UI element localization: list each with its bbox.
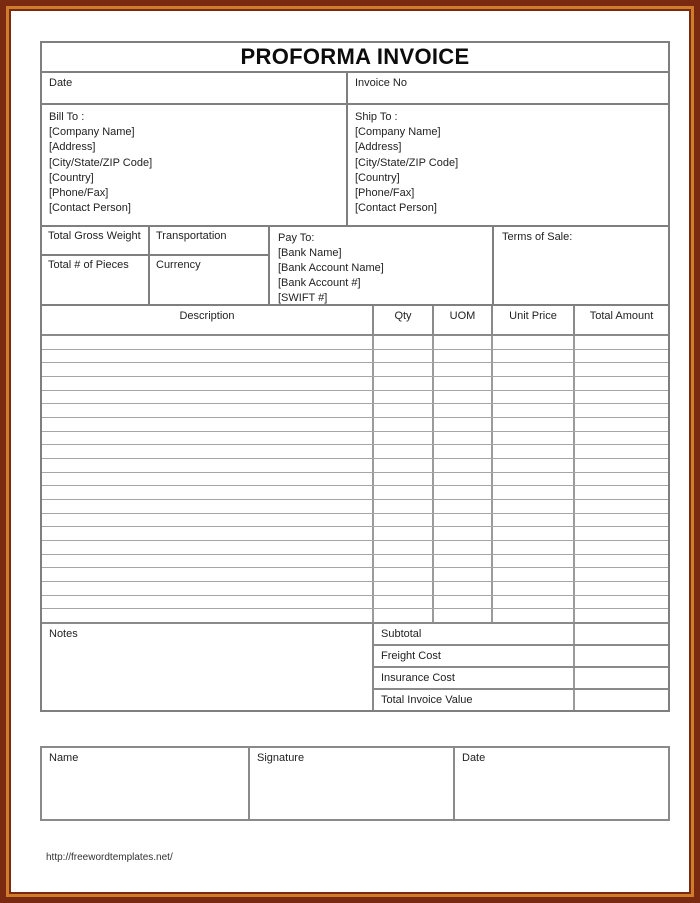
items-header-row: [42, 306, 668, 336]
item-cell-description: [42, 377, 374, 390]
subtotal-row: [374, 624, 668, 646]
item-cell-unit-price: [493, 514, 575, 527]
item-cell-qty: [374, 555, 434, 568]
item-cell-description: [42, 404, 374, 417]
item-cell-uom: [434, 541, 493, 554]
item-cell-unit-price: [493, 377, 575, 390]
item-cell-uom: [434, 596, 493, 609]
terms-of-sale-section: [494, 227, 668, 304]
terms-of-sale-label: Terms of Sale:: [502, 231, 573, 243]
item-cell-total-amount: [575, 459, 668, 472]
item-cell-uom: [434, 609, 493, 622]
item-row: [42, 514, 668, 528]
insurance-cost-row: [374, 668, 668, 690]
item-cell-uom: [434, 418, 493, 431]
item-cell-qty: [374, 391, 434, 404]
signature-date-label: Date: [462, 752, 486, 764]
title-row: [42, 43, 668, 73]
insurance-cost-label: Insurance Cost: [374, 668, 575, 688]
item-cell-uom: [434, 582, 493, 595]
item-cell-description: [42, 514, 374, 527]
total-gross-weight-label: Total Gross Weight: [48, 230, 141, 242]
item-row: [42, 609, 668, 622]
item-row: [42, 404, 668, 418]
item-cell-qty: [374, 363, 434, 376]
date-field: [42, 73, 348, 103]
item-cell-description: [42, 363, 374, 376]
item-cell-unit-price: [493, 432, 575, 445]
ship-to-line: [Contact Person]: [355, 202, 437, 215]
column-header-unit-price: Unit Price: [493, 306, 575, 334]
item-row: [42, 555, 668, 569]
item-cell-uom: [434, 336, 493, 349]
item-cell-unit-price: [493, 582, 575, 595]
item-cell-unit-price: [493, 404, 575, 417]
item-cell-qty: [374, 541, 434, 554]
notes-totals-row: [42, 624, 668, 710]
shipment-details-row: [42, 227, 668, 306]
item-cell-total-amount: [575, 500, 668, 513]
item-cell-qty: [374, 514, 434, 527]
item-cell-total-amount: [575, 445, 668, 458]
item-row: [42, 432, 668, 446]
item-cell-qty: [374, 377, 434, 390]
currency-label: Currency: [156, 259, 201, 271]
item-cell-qty: [374, 473, 434, 486]
item-cell-total-amount: [575, 377, 668, 390]
ship-to-section: [348, 105, 668, 225]
item-cell-unit-price: [493, 336, 575, 349]
item-cell-qty: [374, 609, 434, 622]
column-header-description: Description: [42, 306, 374, 334]
item-row: [42, 486, 668, 500]
item-row: [42, 568, 668, 582]
item-cell-uom: [434, 568, 493, 581]
item-cell-uom: [434, 527, 493, 540]
item-cell-qty: [374, 350, 434, 363]
item-cell-description: [42, 527, 374, 540]
page-title: PROFORMA INVOICE: [240, 44, 470, 69]
item-cell-uom: [434, 391, 493, 404]
item-cell-qty: [374, 582, 434, 595]
item-cell-unit-price: [493, 459, 575, 472]
item-cell-total-amount: [575, 609, 668, 622]
item-cell-total-amount: [575, 363, 668, 376]
bill-to-line: [City/State/ZIP Code]: [49, 156, 153, 169]
item-cell-description: [42, 609, 374, 622]
bill-to-line: [Phone/Fax]: [49, 187, 109, 200]
item-cell-uom: [434, 459, 493, 472]
item-cell-description: [42, 500, 374, 513]
pay-to-line: [Bank Account Name]: [278, 262, 384, 274]
addresses-row: [42, 105, 668, 227]
item-cell-qty: [374, 596, 434, 609]
signature-date-field: [455, 748, 668, 819]
notes-label: Notes: [49, 628, 78, 640]
pay-to-label: Pay To:: [278, 232, 315, 244]
item-cell-unit-price: [493, 350, 575, 363]
total-invoice-value-label: Total Invoice Value: [374, 690, 575, 710]
item-cell-qty: [374, 432, 434, 445]
invoice-no-label: Invoice No: [355, 77, 407, 89]
ship-to-line: [Phone/Fax]: [355, 187, 415, 200]
item-cell-total-amount: [575, 404, 668, 417]
item-cell-uom: [434, 514, 493, 527]
item-cell-total-amount: [575, 350, 668, 363]
freight-cost-label: Freight Cost: [374, 646, 575, 666]
item-cell-total-amount: [575, 527, 668, 540]
total-pieces-label: Total # of Pieces: [48, 259, 129, 271]
item-cell-unit-price: [493, 527, 575, 540]
signature-field: [250, 748, 455, 819]
item-row: [42, 541, 668, 555]
transportation-label: Transportation: [156, 230, 227, 242]
column-header-uom: UOM: [434, 306, 493, 334]
item-row: [42, 377, 668, 391]
item-row: [42, 500, 668, 514]
freight-cost-value: [575, 646, 668, 666]
item-cell-uom: [434, 350, 493, 363]
item-cell-qty: [374, 486, 434, 499]
item-cell-description: [42, 445, 374, 458]
invoice-no-field: [348, 73, 668, 103]
item-cell-unit-price: [493, 541, 575, 554]
item-row: [42, 363, 668, 377]
item-cell-total-amount: [575, 432, 668, 445]
footer-url: http://freewordtemplates.net/: [46, 852, 173, 863]
bill-to-line: [Address]: [49, 141, 96, 154]
page: [9, 9, 691, 894]
item-cell-uom: [434, 377, 493, 390]
item-cell-unit-price: [493, 445, 575, 458]
item-cell-total-amount: [575, 336, 668, 349]
item-cell-description: [42, 350, 374, 363]
totals-section: [374, 624, 668, 710]
pay-to-line: [Bank Account #]: [278, 277, 361, 289]
item-cell-description: [42, 391, 374, 404]
column-header-qty: Qty: [374, 306, 434, 334]
item-cell-unit-price: [493, 473, 575, 486]
item-cell-total-amount: [575, 514, 668, 527]
item-cell-uom: [434, 404, 493, 417]
pay-to-line: [Bank Name]: [278, 247, 342, 259]
item-cell-total-amount: [575, 541, 668, 554]
freight-cost-row: [374, 646, 668, 668]
item-cell-qty: [374, 527, 434, 540]
bill-to-line: [Contact Person]: [49, 202, 131, 215]
item-row: [42, 527, 668, 541]
bill-to-line: [Company Name]: [49, 126, 135, 139]
item-cell-uom: [434, 555, 493, 568]
ship-to-line: [Address]: [355, 141, 402, 154]
item-cell-uom: [434, 445, 493, 458]
item-cell-qty: [374, 568, 434, 581]
item-cell-uom: [434, 486, 493, 499]
item-cell-unit-price: [493, 568, 575, 581]
item-cell-unit-price: [493, 555, 575, 568]
total-invoice-value-row: [374, 690, 668, 710]
item-cell-total-amount: [575, 391, 668, 404]
date-invoice-row: [42, 73, 668, 105]
item-cell-unit-price: [493, 363, 575, 376]
signature-table: [40, 746, 670, 821]
item-cell-total-amount: [575, 555, 668, 568]
item-cell-unit-price: [493, 391, 575, 404]
item-row: [42, 459, 668, 473]
item-cell-qty: [374, 418, 434, 431]
transportation-field: [150, 227, 270, 256]
item-cell-unit-price: [493, 486, 575, 499]
proforma-invoice-form: [40, 41, 670, 712]
item-cell-unit-price: [493, 609, 575, 622]
item-row: [42, 391, 668, 405]
item-cell-total-amount: [575, 568, 668, 581]
signature-label: Signature: [257, 752, 305, 764]
ship-to-line: [City/State/ZIP Code]: [355, 156, 459, 169]
item-cell-qty: [374, 445, 434, 458]
page-frame-middle: [6, 6, 694, 897]
item-row: [42, 350, 668, 364]
currency-field: [150, 256, 270, 304]
ship-to-line: [Country]: [355, 171, 400, 184]
total-pieces-field: [42, 256, 150, 304]
item-cell-unit-price: [493, 596, 575, 609]
item-cell-description: [42, 582, 374, 595]
item-cell-description: [42, 541, 374, 554]
item-cell-total-amount: [575, 582, 668, 595]
item-row: [42, 596, 668, 610]
pay-to-section: [270, 227, 494, 304]
bill-to-line: [Country]: [49, 171, 94, 184]
item-cell-uom: [434, 500, 493, 513]
date-label: Date: [49, 77, 73, 89]
item-cell-description: [42, 568, 374, 581]
item-cell-description: [42, 459, 374, 472]
item-cell-qty: [374, 404, 434, 417]
item-cell-description: [42, 432, 374, 445]
item-cell-description: [42, 555, 374, 568]
item-row: [42, 473, 668, 487]
column-header-total-amount: Total Amount: [589, 310, 654, 322]
item-cell-total-amount: [575, 473, 668, 486]
item-row: [42, 445, 668, 459]
items-body: [42, 336, 668, 624]
item-cell-total-amount: [575, 418, 668, 431]
subtotal-value: [575, 624, 668, 644]
item-cell-description: [42, 596, 374, 609]
item-row: [42, 336, 668, 350]
item-cell-unit-price: [493, 418, 575, 431]
total-invoice-value-value: [575, 690, 668, 710]
item-row: [42, 418, 668, 432]
item-cell-description: [42, 336, 374, 349]
item-cell-qty: [374, 336, 434, 349]
pay-to-line: [SWIFT #]: [278, 292, 328, 304]
name-field: [42, 748, 250, 819]
item-cell-description: [42, 486, 374, 499]
name-label: Name: [49, 752, 79, 764]
insurance-cost-value: [575, 668, 668, 688]
item-cell-uom: [434, 432, 493, 445]
total-gross-weight-field: [42, 227, 150, 256]
notes-section: [42, 624, 374, 710]
ship-to-line: [Company Name]: [355, 126, 441, 139]
item-cell-qty: [374, 500, 434, 513]
item-cell-total-amount: [575, 596, 668, 609]
subtotal-label: Subtotal: [374, 624, 575, 644]
shipment-left-grid: [42, 227, 270, 304]
item-cell-uom: [434, 473, 493, 486]
item-cell-total-amount: [575, 486, 668, 499]
item-cell-unit-price: [493, 500, 575, 513]
item-row: [42, 582, 668, 596]
item-cell-uom: [434, 363, 493, 376]
bill-to-section: [42, 105, 348, 225]
item-cell-qty: [374, 459, 434, 472]
item-cell-description: [42, 473, 374, 486]
ship-to-label: Ship To :: [355, 111, 398, 123]
bill-to-label: Bill To :: [49, 111, 85, 123]
item-cell-description: [42, 418, 374, 431]
